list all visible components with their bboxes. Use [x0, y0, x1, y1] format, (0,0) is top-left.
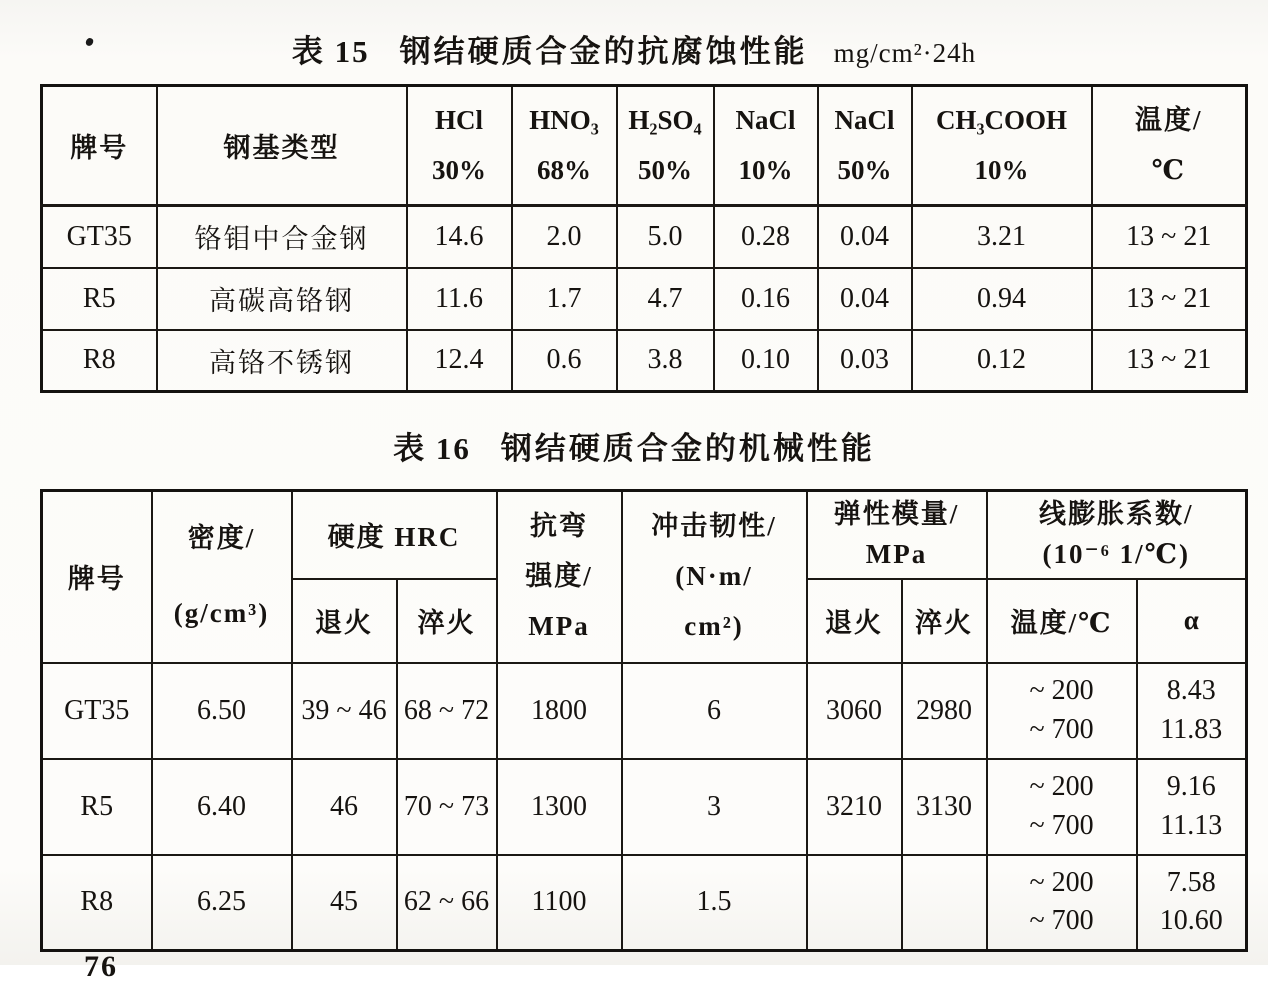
t15-cell-steel-type: 高碳高铬钢	[157, 268, 407, 330]
t16-cell-impact: 3	[622, 759, 807, 855]
t15-header-hcl-conc: 30%	[432, 154, 486, 185]
t15-cell-ch3cooh: 3.21	[912, 206, 1092, 268]
t16-alpha-value-1: 9.16	[1166, 771, 1216, 803]
t16-cell-expansion-alpha	[1137, 855, 1247, 951]
t16-cell-expansion-temp	[987, 855, 1137, 951]
t16-header-modulus-unit: MPa	[865, 538, 928, 569]
table15-header-row	[42, 86, 1247, 206]
t16-alpha-value-2: 11.83	[1160, 713, 1223, 745]
t16-header-impact-label: 冲击韧性/	[651, 510, 777, 541]
t16-alpha-value-1: 8.43	[1166, 675, 1216, 707]
t16-temp-range-2: ~ 700	[1029, 809, 1094, 841]
t15-cell-steel-type: 高铬不锈钢	[157, 330, 407, 392]
t16-header-bend-line1: 抗弯	[530, 510, 588, 541]
t16-header-bend-line2: 强度/	[525, 560, 593, 591]
t16-cell-grade: R8	[42, 855, 152, 951]
t15-cell-nacl10: 0.16	[714, 268, 818, 330]
t16-header-expansion-group	[987, 491, 1247, 579]
t16-cell-hrc-quenched: 70 ~ 73	[397, 759, 497, 855]
t15-cell-ch3cooh: 0.12	[912, 330, 1092, 392]
t16-header-impact	[622, 491, 807, 663]
mechanical-table	[40, 489, 1248, 952]
t15-cell-h2so4: 4.7	[617, 268, 714, 330]
t15-header-ch3cooh-formula: CH₃COOH	[935, 104, 1068, 135]
t16-header-expansion-unit: (10⁻⁶ 1/℃)	[1042, 538, 1190, 569]
table16-caption	[0, 423, 1268, 468]
t15-header-nacl10	[714, 86, 818, 206]
t16-header-modulus-group	[807, 491, 987, 579]
t16-cell-impact: 6	[622, 663, 807, 759]
t16-cell-modulus-quenched	[902, 855, 987, 951]
t16-subheader-modulus-annealed: 退火	[807, 579, 902, 663]
table-row	[42, 268, 1247, 330]
t16-subheader-hrc-quenched: 淬火	[397, 579, 497, 663]
t16-subheader-modulus-quenched: 淬火	[902, 579, 987, 663]
t16-cell-modulus-annealed: 3060	[807, 663, 902, 759]
t15-cell-temperature: 13 ~ 21	[1092, 206, 1247, 268]
table-row	[42, 206, 1247, 268]
t16-cell-grade: GT35	[42, 663, 152, 759]
table-row	[42, 855, 1247, 951]
t16-header-density	[152, 491, 292, 663]
t16-temp-range-2: ~ 700	[1029, 905, 1094, 937]
t15-header-temperature-label: 温度/	[1134, 104, 1203, 135]
table-row	[42, 759, 1247, 855]
t16-cell-modulus-annealed	[807, 855, 902, 951]
t16-alpha-value-2: 11.13	[1160, 809, 1223, 841]
t15-cell-steel-type: 铬钼中合金钢	[157, 206, 407, 268]
t16-header-bend-unit: MPa	[528, 610, 590, 641]
t16-header-grade: 牌号	[42, 491, 152, 663]
t15-cell-nacl10: 0.10	[714, 330, 818, 392]
t15-cell-hno3: 2.0	[512, 206, 617, 268]
t16-cell-expansion-temp	[987, 663, 1137, 759]
t15-header-hno3	[512, 86, 617, 206]
t15-cell-h2so4: 3.8	[617, 330, 714, 392]
t16-cell-density: 6.25	[152, 855, 292, 951]
t15-cell-nacl50: 0.04	[818, 268, 912, 330]
t16-header-expansion-label: 线膨胀系数/	[1039, 499, 1194, 529]
t15-cell-hcl: 14.6	[407, 206, 512, 268]
t16-header-hardness-group: 硬度 HRC	[292, 491, 497, 579]
t16-header-modulus-label: 弹性模量/	[833, 499, 960, 529]
table16-header-row-1	[42, 491, 1247, 579]
t15-cell-grade: GT35	[42, 206, 157, 268]
t15-cell-nacl50: 0.04	[818, 206, 912, 268]
t15-header-nacl10-conc: 10%	[738, 154, 793, 185]
t16-header-impact-unit1: (N·m/	[675, 560, 753, 591]
t15-header-ch3cooh	[912, 86, 1092, 206]
t15-header-nacl50	[818, 86, 912, 206]
t16-subheader-expansion-temp: 温度/℃	[987, 579, 1137, 663]
t16-cell-density: 6.50	[152, 663, 292, 759]
t15-cell-temperature: 13 ~ 21	[1092, 268, 1247, 330]
t16-header-density-label: 密度/	[187, 523, 256, 554]
t15-cell-grade: R8	[42, 330, 157, 392]
t15-header-hcl	[407, 86, 512, 206]
t16-cell-hrc-annealed: 46	[292, 759, 397, 855]
t16-temp-range-2: ~ 700	[1029, 713, 1094, 745]
t15-cell-hcl: 11.6	[407, 268, 512, 330]
t16-cell-modulus-quenched: 2980	[902, 663, 987, 759]
table-row	[42, 663, 1247, 759]
table15-caption-label: 表 15	[291, 34, 370, 69]
t16-alpha-value-2: 10.60	[1159, 905, 1223, 937]
t16-header-impact-unit2: cm²)	[684, 610, 744, 641]
t16-cell-bend: 1800	[497, 663, 622, 759]
table-row	[42, 330, 1247, 392]
t16-cell-modulus-quenched: 3130	[902, 759, 987, 855]
t15-header-ch3cooh-conc: 10%	[974, 154, 1029, 185]
t15-cell-hno3: 1.7	[512, 268, 617, 330]
table16-caption-label: 表 16	[393, 431, 471, 466]
t16-cell-density: 6.40	[152, 759, 292, 855]
t15-header-nacl50-conc: 50%	[837, 154, 892, 185]
t15-cell-grade: R5	[42, 268, 157, 330]
t16-header-density-unit: (g/cm³)	[173, 598, 270, 629]
t15-cell-nacl10: 0.28	[714, 206, 818, 268]
corrosion-table	[40, 84, 1248, 393]
t15-cell-hcl: 12.4	[407, 330, 512, 392]
t15-header-hcl-formula: HCl	[434, 104, 483, 135]
t15-header-h2so4-conc: 50%	[638, 154, 692, 185]
t16-cell-hrc-annealed: 39 ~ 46	[292, 663, 397, 759]
t16-temp-range-1: ~ 200	[1029, 867, 1094, 899]
t15-header-grade: 牌号	[42, 86, 157, 206]
t16-cell-hrc-quenched: 68 ~ 72	[397, 663, 497, 759]
t16-cell-impact: 1.5	[622, 855, 807, 951]
t15-header-steel-type: 钢基类型	[157, 86, 407, 206]
table15-caption	[0, 26, 1268, 71]
t15-header-nacl50-formula: NaCl	[834, 104, 895, 135]
table16-caption-title: 钢结硬质合金的机械性能	[500, 431, 875, 466]
t15-cell-nacl50: 0.03	[818, 330, 912, 392]
t16-cell-expansion-alpha	[1137, 759, 1247, 855]
t16-cell-hrc-annealed: 45	[292, 855, 397, 951]
t16-cell-bend: 1100	[497, 855, 622, 951]
t16-temp-range-1: ~ 200	[1029, 675, 1094, 707]
t15-header-h2so4	[617, 86, 714, 206]
t15-header-temperature	[1092, 86, 1247, 206]
t16-temp-range-1: ~ 200	[1029, 771, 1094, 803]
t16-cell-bend: 1300	[497, 759, 622, 855]
t16-alpha-value-1: 7.58	[1166, 867, 1216, 899]
t16-cell-expansion-temp	[987, 759, 1137, 855]
t16-subheader-expansion-alpha: α	[1137, 579, 1247, 663]
table15-caption-unit: mg/cm²·24h	[833, 38, 977, 68]
t16-header-bend-strength	[497, 491, 622, 663]
t15-cell-hno3: 0.6	[512, 330, 617, 392]
table15-caption-title: 钢结硬质合金的抗腐蚀性能	[399, 34, 808, 69]
t15-header-hno3-conc: 68%	[537, 154, 591, 185]
t16-cell-hrc-quenched: 62 ~ 66	[397, 855, 497, 951]
t15-header-temperature-unit: ℃	[1151, 154, 1186, 185]
t15-cell-temperature: 13 ~ 21	[1092, 330, 1247, 392]
t15-header-hno3-formula: HNO₃	[529, 104, 599, 135]
t16-cell-modulus-annealed: 3210	[807, 759, 902, 855]
t15-header-nacl10-formula: NaCl	[735, 104, 796, 135]
t16-cell-grade: R5	[42, 759, 152, 855]
t16-cell-expansion-alpha	[1137, 663, 1247, 759]
t15-header-h2so4-formula: H₂SO₄	[628, 104, 702, 135]
t15-cell-ch3cooh: 0.94	[912, 268, 1092, 330]
t15-cell-h2so4: 5.0	[617, 206, 714, 268]
t16-subheader-hrc-annealed: 退火	[292, 579, 397, 663]
page-number: 76	[84, 950, 118, 983]
